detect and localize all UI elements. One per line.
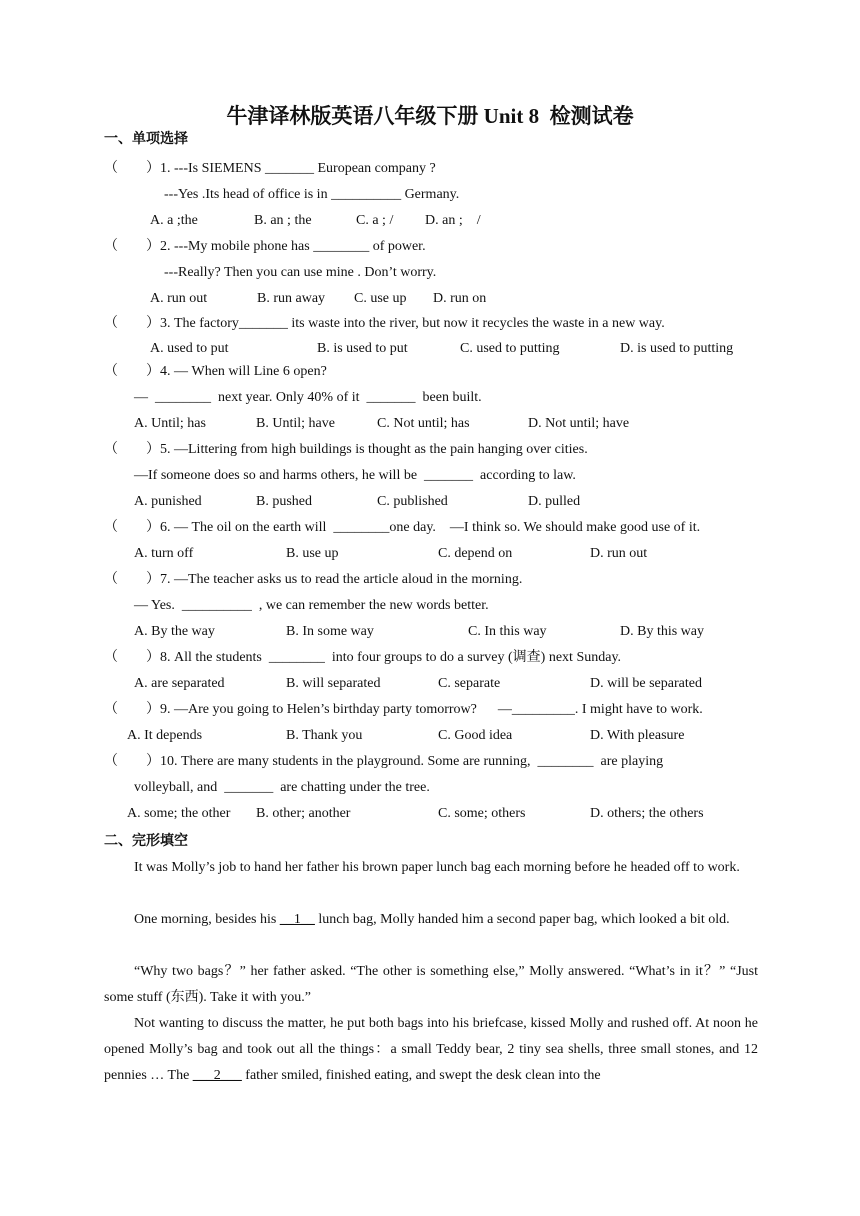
question-5-option-d: D. pulled: [528, 494, 581, 509]
question-10-option-a: A. some; the other: [127, 806, 231, 821]
question-3-stem: （ ）3. The factory_______ its waste into the river, but now it recycles the waste in a new way.: [104, 316, 665, 331]
question-9-option-d: D. With pleasure: [590, 728, 685, 743]
question-9-stem: （ ）9. —Are you going to Helen’s birthday party tomorrow? —_________. I might have to work.: [104, 702, 703, 717]
question-3-option-c: C. used to putting: [460, 341, 560, 356]
question-2-option-c: C. use up: [354, 291, 407, 306]
question-4-option-d: D. Not until; have: [528, 416, 630, 431]
question-5-stem: （ ）5. —Littering from high buildings is thought as the pain hanging over cities.: [104, 442, 588, 457]
question-6-option-a: A. turn off: [134, 546, 194, 561]
question-7-stem: （ ）7. —The teacher asks us to read the article aloud in the morning.: [104, 572, 523, 587]
question-10-option-b: B. other; another: [256, 806, 351, 821]
question-5-option-b: B. pushed: [256, 494, 312, 509]
question-3-option-d: D. is used to putting: [620, 341, 734, 356]
question-1-option-c: C. a ; /: [356, 213, 394, 228]
question-6-option-c: C. depend on: [438, 546, 513, 561]
question-2-option-a: A. run out: [150, 291, 208, 306]
question-9-option-b: B. Thank you: [286, 728, 363, 743]
question-6-option-d: D. run out: [590, 546, 648, 561]
question-5-line2: —If someone does so and harms others, he will be _______ according to law.: [134, 468, 576, 483]
cloze-blank-2: ___2___: [192, 1068, 242, 1083]
question-5-option-a: A. punished: [134, 494, 202, 509]
question-9-option-a: A. It depends: [127, 728, 203, 743]
question-10-line2: volleyball, and _______ are chatting under the tree.: [134, 780, 430, 795]
question-8-option-d: D. will be separated: [590, 676, 702, 691]
section-heading-cloze: 二、完形填空: [104, 834, 188, 849]
question-7-option-b: B. In some way: [286, 624, 374, 639]
question-7-line2: — Yes. __________ , we can remember the new words better.: [134, 598, 489, 613]
question-3-option-a: A. used to put: [150, 341, 229, 356]
question-6-stem: （ ）6. — The oil on the earth will ________one day. —I think so. We should make good use of it.: [104, 520, 701, 535]
question-2-line2: ---Really? Then you can use mine . Don’t worry.: [164, 265, 437, 280]
question-6-option-b: B. use up: [286, 546, 339, 561]
question-3-option-b: B. is used to put: [317, 341, 408, 356]
question-8-option-c: C. separate: [438, 676, 501, 691]
question-1-option-b: B. an ; the: [254, 213, 312, 228]
question-8-option-a: A. are separated: [134, 676, 225, 691]
page-title: 牛津译林版英语八年级下册 Unit 8 检测试卷: [226, 104, 634, 128]
question-7-option-d: D. By this way: [620, 624, 704, 639]
question-1-option-a: A. a ;the: [150, 213, 198, 228]
question-1-line2: ---Yes .Its head of office is in __________ Germany.: [164, 187, 460, 202]
question-4-stem: （ ）4. — When will Line 6 open?: [104, 364, 327, 379]
question-4-option-c: C. Not until; has: [377, 416, 470, 431]
question-10-option-c: C. some; others: [438, 806, 526, 821]
question-8-stem: （ ）8. All the students ________ into four groups to do a survey (调查) next Sunday.: [104, 650, 622, 665]
question-4-line2: — ________ next year. Only 40% of it _______ been built.: [134, 390, 482, 405]
question-1-stem: （ ）1. ---Is SIEMENS _______ European company ?: [104, 161, 436, 176]
question-4-option-b: B. Until; have: [256, 416, 335, 431]
question-2-option-d: D. run on: [433, 291, 487, 306]
cloze-paragraph-4: Not wanting to discuss the matter, he put both bags into his briefcase, kissed Molly and rushed off. At noon he opened Molly’s bag and took out all the things：a small Teddy bear, 2 tiny sea shells, three small stones, and 12 pennies … The ___2___ father smiled, finished eating, and swept the desk clean into the: [104, 1016, 758, 1083]
question-9-option-c: C. Good idea: [438, 728, 513, 743]
cloze-paragraph-3: “Why two bags？” her father asked. “The other is something else,” Molly answered. “What’s in it？” “Just some stuff (东西). Take it with you.”: [104, 964, 758, 1005]
cloze-paragraph-2: One morning, besides his __1__ lunch bag, Molly handed him a second paper bag, which looked a bit old.: [134, 912, 730, 927]
cloze-blank-1: __1__: [279, 912, 315, 927]
question-5-option-c: C. published: [377, 494, 448, 509]
question-4-option-a: A. Until; has: [134, 416, 206, 431]
section-heading-single-choice: 一、单项选择: [104, 132, 188, 147]
question-7-option-a: A. By the way: [134, 624, 215, 639]
question-8-option-b: B. will separated: [286, 676, 381, 691]
question-10-stem: （ ）10. There are many students in the playground. Some are running, ________ are playing: [104, 754, 664, 769]
question-10-option-d: D. others; the others: [590, 806, 704, 821]
question-2-stem: （ ）2. ---My mobile phone has ________ of power.: [104, 239, 426, 254]
question-1-option-d: D. an ; /: [425, 213, 481, 228]
cloze-paragraph-1: It was Molly’s job to hand her father his brown paper lunch bag each morning before he headed off to work.: [134, 860, 740, 875]
question-7-option-c: C. In this way: [468, 624, 547, 639]
question-2-option-b: B. run away: [257, 291, 326, 306]
